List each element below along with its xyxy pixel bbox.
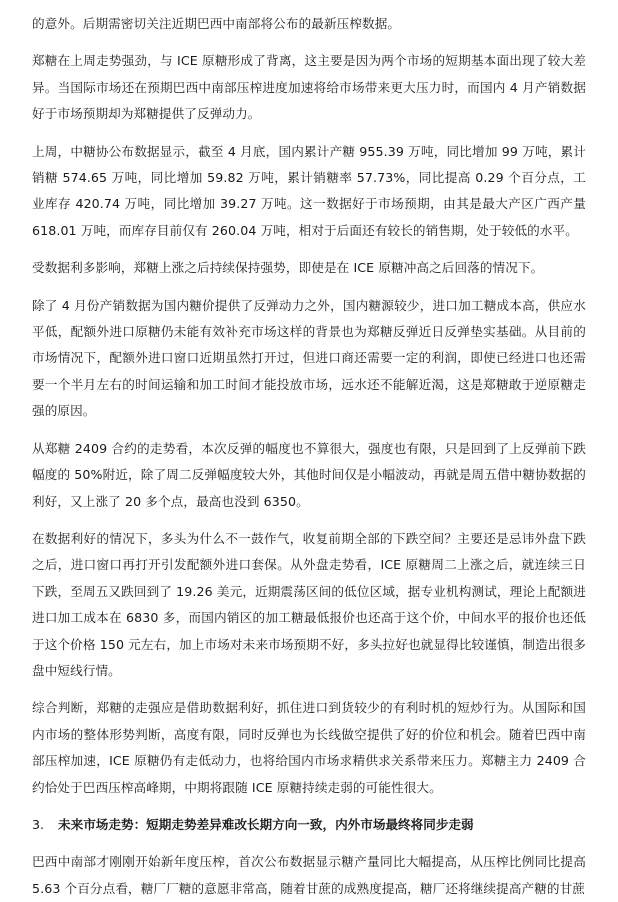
paragraph-9: 巴西中南部才刚刚开始新年度压榨，首次公布数据显示糖产量同比大幅提高，从压榨比例同比提高 5.63 个百分点看，糖厂厂糖的意愿非常高，随着甘蔗的成熟度提高，糖厂还将继续提高产糖的甘蔗	[32, 854, 586, 896]
section-number: 3.	[32, 816, 45, 832]
section-heading	[32, 812, 586, 838]
paragraph-2: 郑糖在上周走势强劲，与 ICE 原糖形成了背离，这主要是因为两个市场的短期基本面出现了较大差异。当国际市场还在预期巴西中南部压榨进度加速将给市场带来更大压力时，而国内 4 月产销数据好于市场预期却为郑糖提供了反弹动力。	[32, 53, 586, 122]
section-title: 未来市场走势：短期走势差异难改长期方向一致，内外市场最终将同步走弱	[58, 816, 474, 832]
paragraph-4: 受数据利多影响，郑糖上涨之后持续保持强势，即使是在 ICE 原糖冲高之后回落的情况下。	[32, 260, 544, 276]
paragraph-8: 综合判断，郑糖的走强应是借助数据利好，抓住进口到货较少的有利时机的短炒行为。从国际和国内市场的整体形势判断，高度有限，同时反弹也为长线做空提供了好的价位和机会。随着巴西中南部压榨加速，ICE 原糖仍有走低动力，也将给国内市场求精供求关系带来压力。郑糖主力 2409 合约恰处于巴西压榨高峰期，中期将跟随 ICE 原糖持续走弱的可能性很大。	[32, 700, 586, 795]
paragraph-6: 从郑糖 2409 合约的走势看，本次反弹的幅度也不算很大，强度也有限，只是回到了上反弹前下跌幅度的 50%附近，除了周二反弹幅度较大外，其他时间仅是小幅波动，再就是周五借中糖协数据的利好，又上涨了 20 多个点，最高也没到 6350。	[32, 440, 586, 509]
paragraph-7: 在数据利好的情况下，多头为什么不一鼓作气，收复前期全部的下跌空间？主要还是忌讳外盘下跌之后，进口窗口再打开引发配额外进口套保。从外盘走势看，ICE 原糖周二上涨之后，就连续三日下跌，至周五又跌回到了 19.26 美元，近期震荡区间的低位区域，据专业机构测试，理论上配额进进口加工成本在 6830 多，而国内销区的加工糖最低报价也还高于这个价，中间水平的报价也还低于这个价格 150 元左右，加上市场对未来市场预期不好，多头拉好也就显得比较谨慎，制造出很多盘中短线行情。	[32, 530, 586, 678]
paragraph-5: 除了 4 月份产销数据为国内糖价提供了反弹动力之外，国内糖源较少，进口加工糖成本高，供应水平低，配额外进口原糖仍未能有效补充市场这样的背景也为郑糖反弹近日反弹垫实基础。从目前的市场情况下，配额外进口窗口近期虽然打开过，但进口商还需要一定的利润，即使已经进口也还需要一个半月左右的时间运输和加工时间才能投放市场，远水还不能解近渴，这是郑糖敢于逆原糖走强的原因。	[32, 297, 586, 419]
paragraph-3: 上周，中糖协公布数据显示，截至 4 月底，国内累计产糖 955.39 万吨，同比增加 99 万吨，累计销糖 574.65 万吨，同比增加 59.82 万吨，累计销糖率 57.73%，同比提高 0.29 个百分点，工业库存 420.74 万吨，同比增加 39.27 万吨。这一数据好于市场预期，由其是最大产区广西产量 618.01 万吨，而库存目前仅有 260.04 万吨，相对于后面还有较长的销售期，处于较低的水平。	[32, 143, 586, 238]
paragraph-1: 的意外。后期需密切关注近期巴西中南部将公布的最新压榨数据。	[32, 16, 401, 31]
document-page	[32, 0, 586, 896]
